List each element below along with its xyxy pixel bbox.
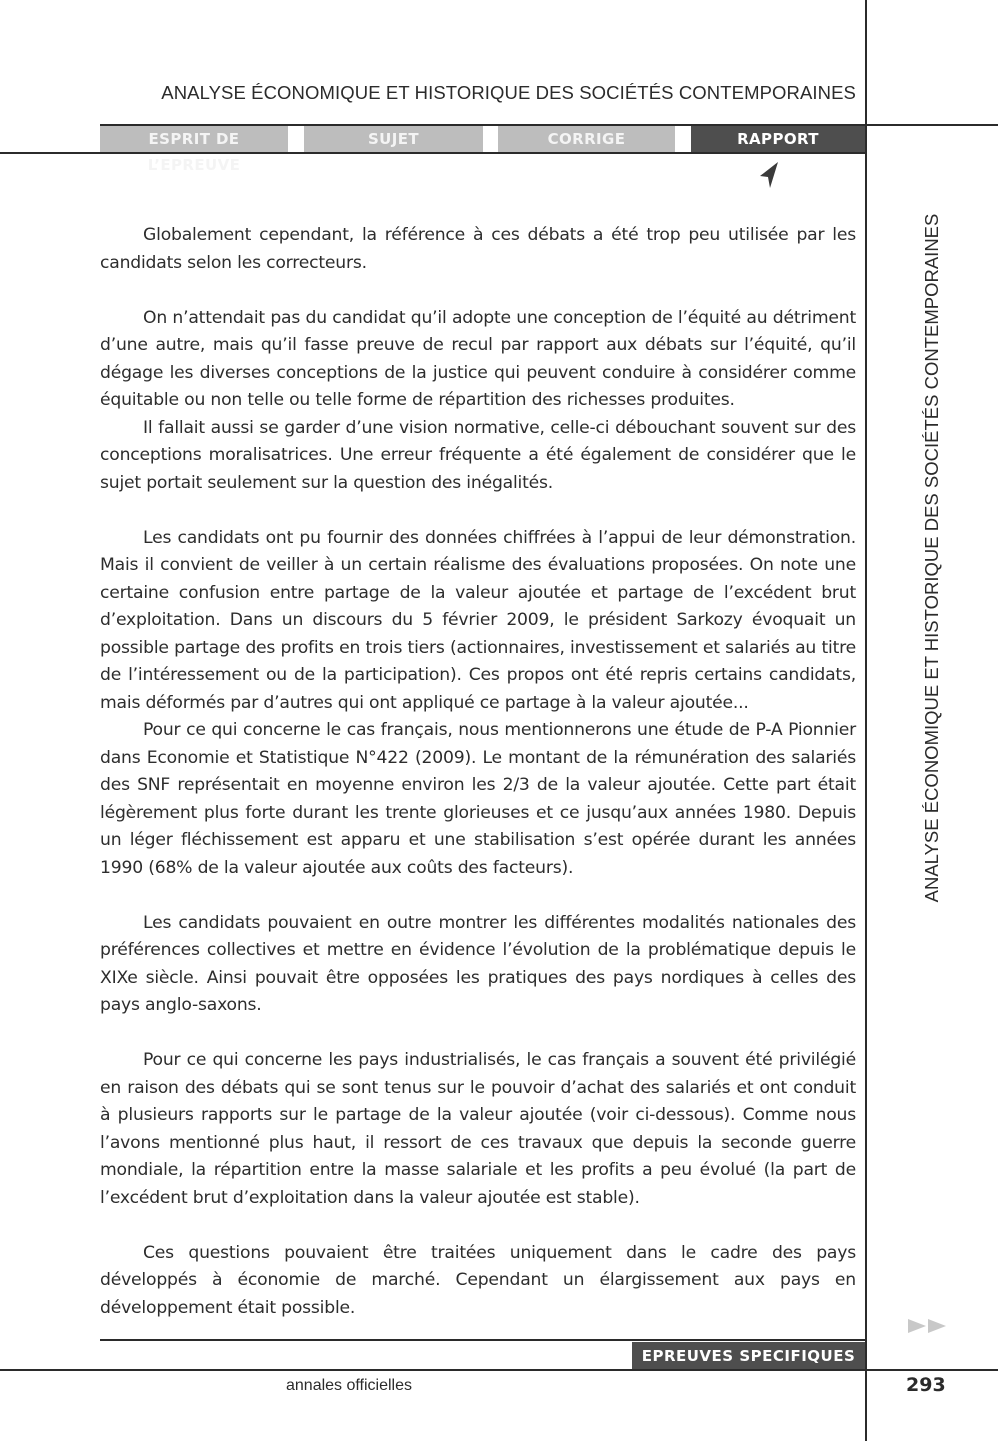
next-page-arrows-icon[interactable] bbox=[908, 1318, 952, 1334]
header-rule-bottom bbox=[0, 152, 865, 154]
paragraph: Globalement cependant, la référence à ces débats a été trop peu utilisée par les candidats selon les correcteurs. bbox=[100, 225, 856, 273]
tab-corrige[interactable]: CORRIGE bbox=[498, 126, 675, 152]
header-rule-right bbox=[867, 124, 998, 126]
page-header-title: ANALYSE ÉCONOMIQUE ET HISTORIQUE DES SOCIÉTÉS CONTEMPORAINES bbox=[161, 82, 856, 103]
tab-esprit-epreuve[interactable]: ESPRIT DE L’EPREUVE bbox=[100, 126, 288, 152]
cursor-arrow-icon bbox=[756, 160, 782, 190]
side-title-vertical: ANALYSE ÉCONOMIQUE ET HISTORIQUE DES SOCIÉTÉS CONTEMPORAINES bbox=[921, 213, 942, 903]
tab-rapport[interactable]: RAPPORT bbox=[691, 126, 865, 152]
report-body bbox=[100, 222, 856, 1322]
paragraph: Pour ce qui concerne le cas français, nous mentionnerons une étude de P-A Pionnier dans Economie et Statistique N°422 (2009). Le montant de la rémunération des salariés des SNF représentait en moyenne environ les 2/3 de la valeur ajoutée. Cette part était légèrement plus forte durant les trente glorieuses et ce jusqu’aux années 1980. Depuis un léger fléchissement est apparu et une stabilisation s’est opérée durant les années 1990 (68% de la valeur ajoutée aux coûts des facteurs). bbox=[100, 720, 856, 878]
footer-rule-bottom bbox=[0, 1369, 998, 1371]
vertical-rule bbox=[865, 0, 867, 1441]
paragraph: Ces questions pouvaient être traitées uniquement dans le cadre des pays développés à économie de marché. Cependant un élargissement aux pays en développement était possible. bbox=[100, 1242, 856, 1318]
paragraph: Les candidats pouvaient en outre montrer les différentes modalités nationales des préférences collectives et mettre en évidence l’évolution de la problématique depuis le XIXe siècle. Ainsi pouvait être opposées les pratiques des pays nordiques à celles des pays anglo-saxons. bbox=[100, 912, 856, 1015]
footer-rule-top bbox=[100, 1339, 865, 1341]
page-number: 293 bbox=[906, 1374, 946, 1396]
paragraph: Il fallait aussi se garder d’une vision normative, celle-ci débouchant souvent sur des conceptions moralisatrices. Une erreur fréquente a été également de considérer que le sujet portait seulement sur la question des inégalités. bbox=[100, 417, 856, 493]
tab-sujet[interactable]: SUJET bbox=[304, 126, 483, 152]
publication-name: annales officielles bbox=[286, 1377, 413, 1394]
paragraph: Pour ce qui concerne les pays industrialisés, le cas français a souvent été privilégié en raison des débats qui se sont tenus sur le pouvoir d’achat des salariés et ont conduit à plusieurs rapports sur le partage de la valeur ajoutée (voir ci-dessous). Comme nous l’avons mentionné plus haut, il ressort de ces travaux que depuis la seconde guerre mondiale, la répartition entre la masse salariale et les profits a peu évolué (la part de l’excédent brut d’exploitation dans la valeur ajoutée est stable). bbox=[100, 1050, 856, 1208]
paragraph: On n’attendait pas du candidat qu’il adopte une conception de l’équité au détriment d’une autre, mais qu’il fasse preuve de recul par rapport aux débats sur l’équité, qu’il dégage les diverses conceptions de la justice qui peuvent conduire à considérer comme équitable ou non telle ou telle forme de répartition des richesses produites. bbox=[100, 307, 856, 410]
section-label: EPREUVES SPECIFIQUES bbox=[632, 1342, 865, 1369]
paragraph: Les candidats ont pu fournir des données chiffrées à l’appui de leur démonstration. Mais il convient de veiller à un certain réalisme des évaluations proposées. On note une certaine confusion entre partage de la valeur ajoutée et partage de l’excédent brut d’exploitation. Dans un discours du 5 février 2009, le président Sarkozy évoquait un possible partage des profits en trois tiers (actionnaires, investissement et salariés au titre de l’intéressement ou de la participation). Ces propos ont été repris certains candidats, mais déformés par d’autres qui ont appliqué ce partage à la valeur ajoutée... bbox=[100, 527, 856, 713]
